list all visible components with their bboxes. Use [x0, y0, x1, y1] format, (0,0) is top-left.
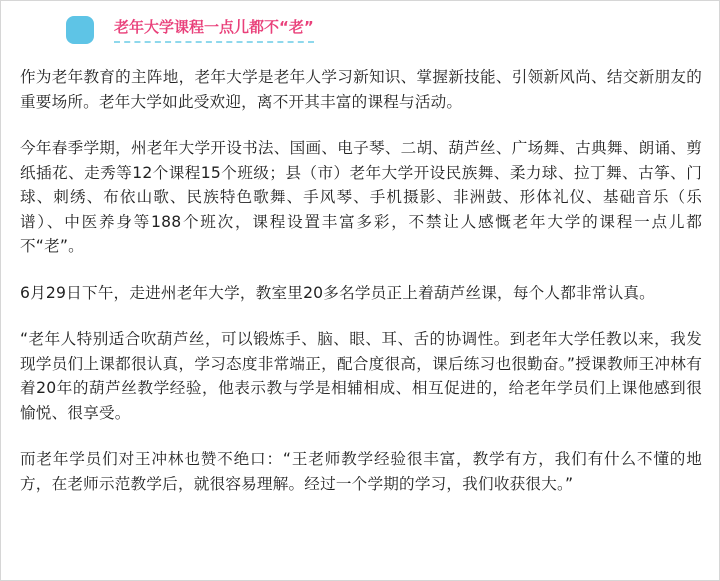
paragraph-visit: 6月29日下午，走进州老年大学，教室里20多名学员正上着葫芦丝课，每个人都非常认真。 [20, 283, 655, 302]
article-body [20, 65, 702, 518]
heading-title: 老年大学课程一点儿都不“老” [114, 17, 314, 43]
paragraph-intro: 作为老年教育的主阵地，老年大学是老年人学习新知识、掌握新技能、引领新风尚、结交新朋友的重要场所。老年大学如此受欢迎，离不开其丰富的课程与活动。 [20, 68, 702, 111]
section-heading [66, 14, 314, 46]
heading-marker-icon [66, 16, 94, 44]
paragraph-teacher-quote: “老年人特别适合吹葫芦丝，可以锻炼手、脑、眼、耳、舌的协调性。到老年大学任教以来，我发现学员们上课都很认真，学习态度非常端正，配合度很高，课后练习也很勤奋。”授课教师王冲林有着20年的葫芦丝教学经验，他表示教与学是相辅相成、相互促进的，给老年学员们上课他感到很愉悦、很享受。 [20, 330, 702, 422]
paragraph-courses: 今年春季学期，州老年大学开设书法、国画、电子琴、二胡、葫芦丝、广场舞、古典舞、朗诵、剪纸插花、走秀等12个课程15个班级；县（市）老年大学开设民族舞、柔力球、拉丁舞、古筝、门球、刺绣、布依山歌、民族特色歌舞、手风琴、手机摄影、非洲鼓、形体礼仪、基础音乐（乐谱）、中医养身等188个班次，课程设置丰富多彩，不禁让人感慨老年大学的课程一点儿都不“老”。 [20, 139, 702, 255]
paragraph-student-quote: 而老年学员们对王冲林也赞不绝口：“王老师教学经验很丰富，教学有方，我们有什么不懂的地方，在老师示范教学后，就很容易理解。经过一个学期的学习，我们收获很大。” [20, 450, 702, 493]
